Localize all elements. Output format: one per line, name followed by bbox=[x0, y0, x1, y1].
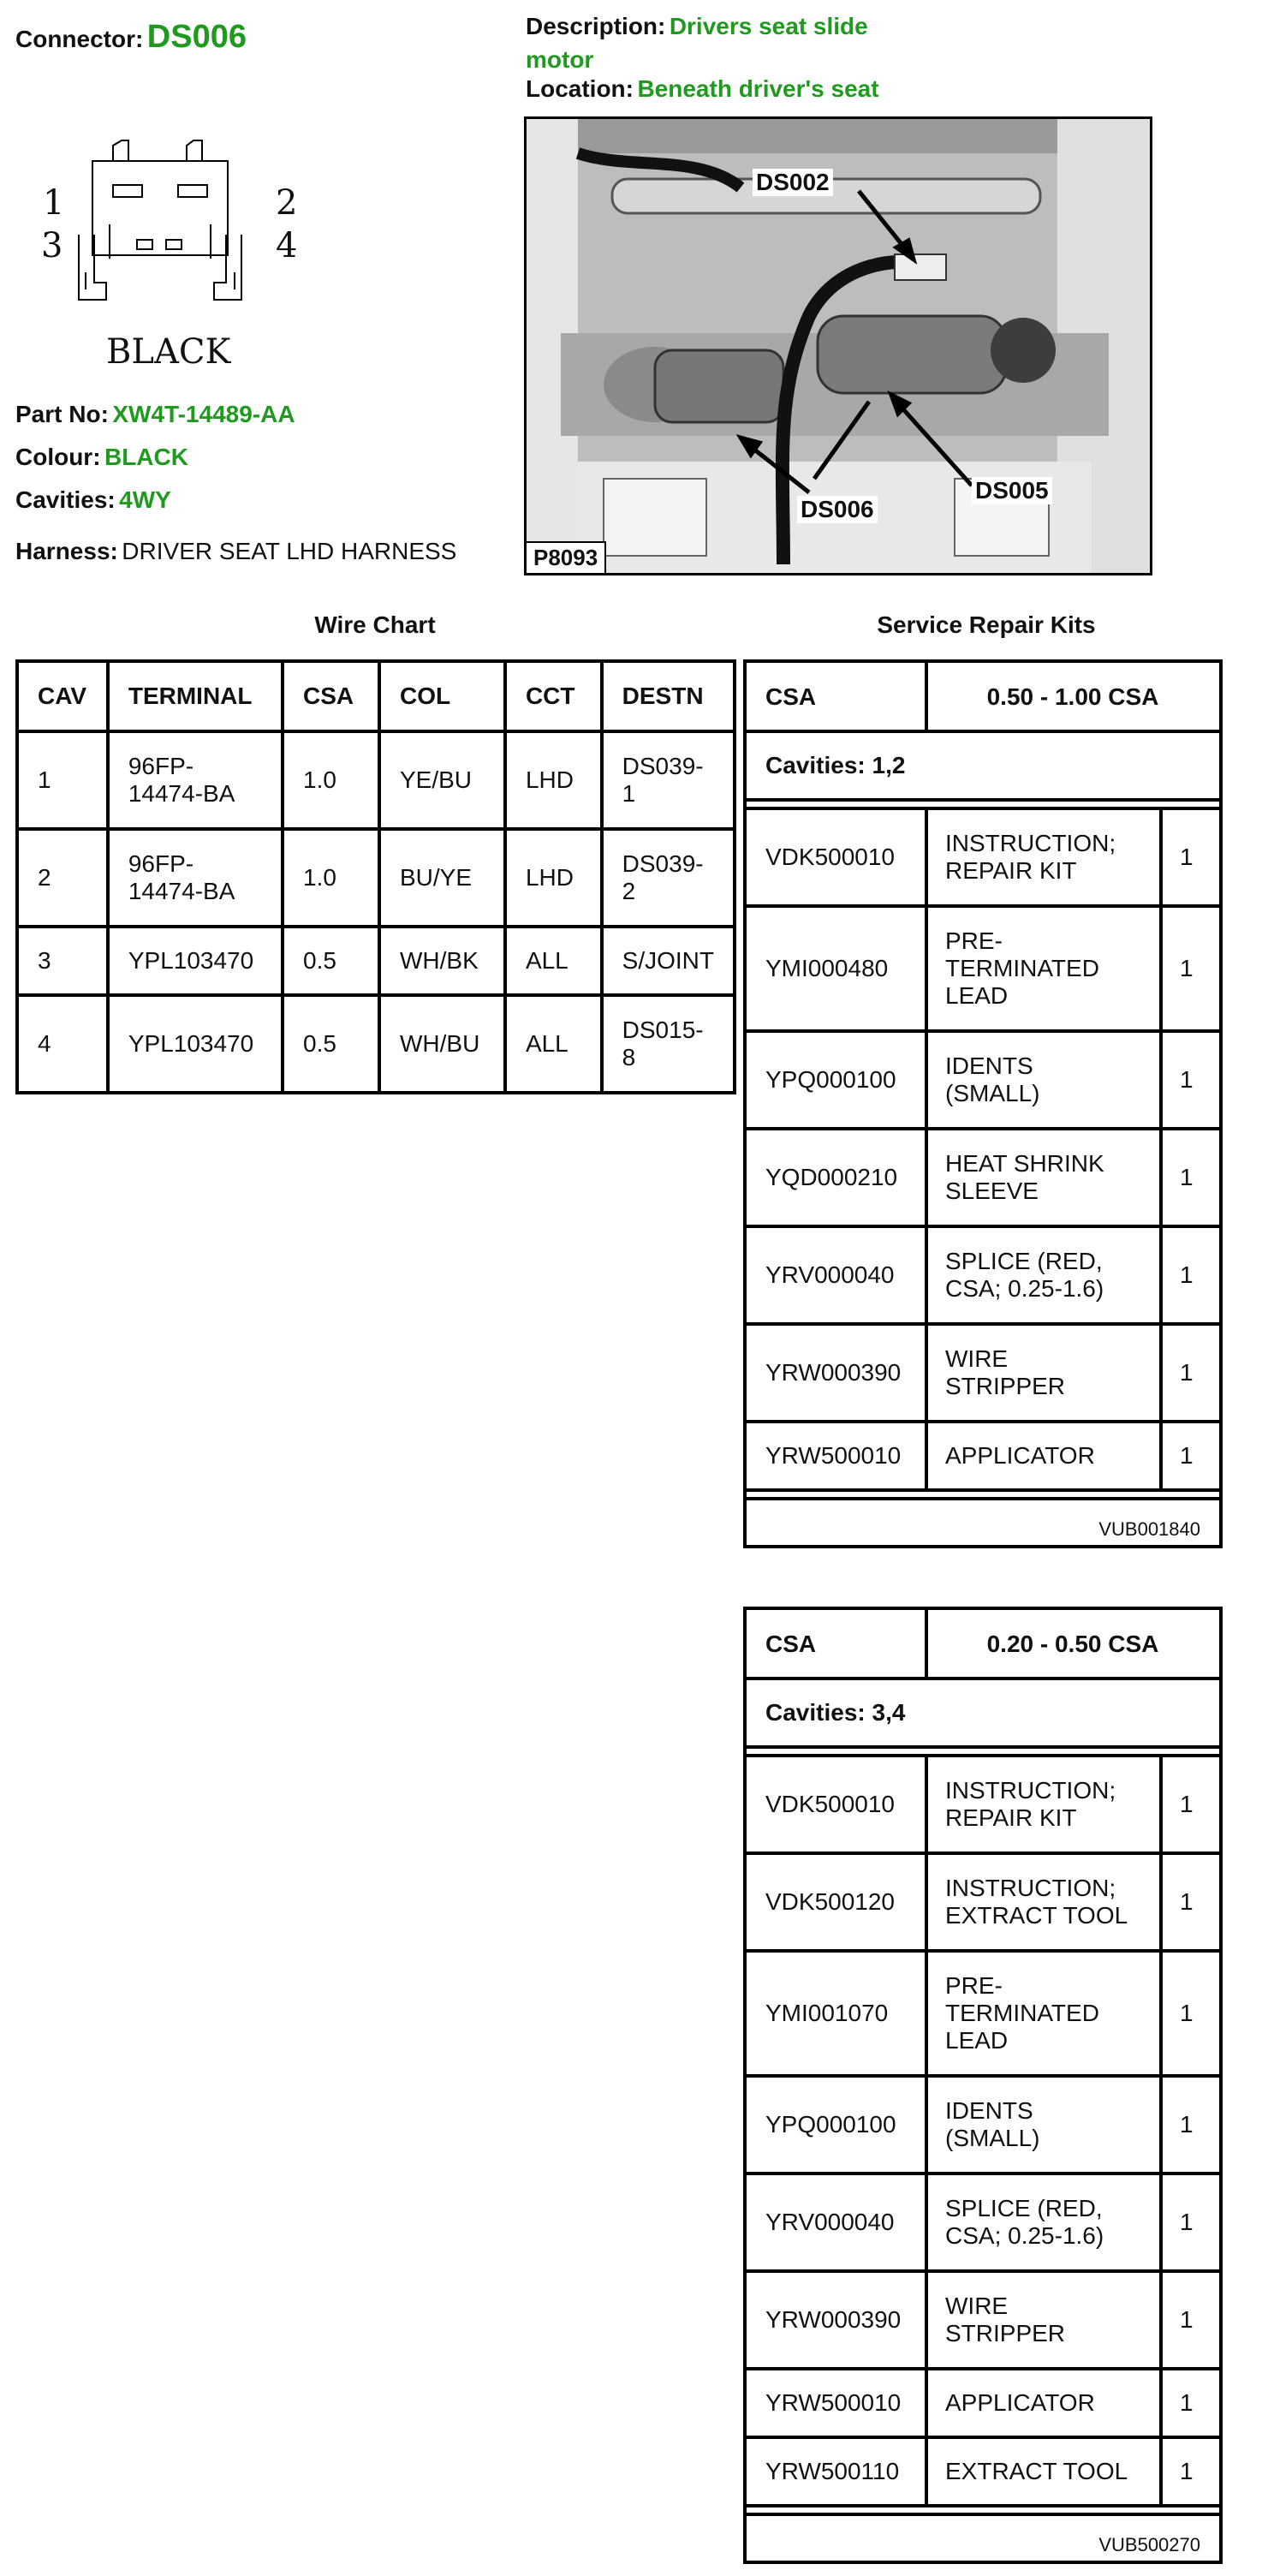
wire-chart-title: Wire Chart bbox=[314, 611, 436, 638]
divider bbox=[1159, 2437, 1163, 2506]
description-value-2: motor bbox=[526, 46, 594, 73]
description-label: Description: bbox=[526, 13, 666, 39]
csa-cell: 0.5 bbox=[283, 927, 379, 995]
kit-csa-label: CSA bbox=[765, 1631, 817, 1657]
divider bbox=[1159, 2369, 1163, 2437]
divider bbox=[925, 1951, 928, 2076]
col-csa: CSA bbox=[283, 661, 379, 731]
kit-reference: VUB001840 bbox=[1098, 1518, 1200, 1540]
divider bbox=[1159, 1129, 1163, 1226]
csa-cell: 1.0 bbox=[283, 731, 379, 829]
divider bbox=[925, 1853, 928, 1951]
cavities-line bbox=[15, 486, 171, 514]
divider bbox=[1159, 808, 1163, 906]
cav-cell: 1 bbox=[17, 731, 108, 829]
col-cell: YE/BU bbox=[379, 731, 505, 829]
cav-cell: 3 bbox=[17, 927, 108, 995]
kit-part-quantity: 1 bbox=[1180, 2209, 1194, 2235]
kit-part-quantity: 1 bbox=[1180, 1164, 1194, 1190]
divider bbox=[925, 2271, 928, 2369]
pinout-colour-label: BLACK bbox=[106, 332, 231, 372]
kit-part-number: YRV000040 bbox=[765, 2209, 895, 2235]
harness-value: DRIVER SEAT LHD HARNESS bbox=[122, 538, 457, 564]
divider bbox=[925, 1226, 928, 1324]
divider bbox=[925, 2076, 928, 2174]
pin-label-1: 1 bbox=[43, 183, 65, 223]
kit-part-number: YRW500110 bbox=[765, 2458, 900, 2484]
kit-part-description: HEAT SHRINK SLEEVE bbox=[945, 1150, 1104, 1204]
photo-reference: P8093 bbox=[527, 541, 606, 573]
csa-cell: 1.0 bbox=[283, 829, 379, 927]
location-line bbox=[526, 75, 879, 103]
kit-part-description: SPLICE (RED, CSA; 0.25-1.6) bbox=[945, 2195, 1104, 2249]
destn-cell: DS015- 8 bbox=[602, 995, 735, 1093]
kit-part-number: YRW500010 bbox=[765, 2389, 902, 2416]
divider bbox=[747, 1745, 1219, 1749]
repair-kit-table-1 bbox=[743, 659, 1223, 1548]
col-cell: WH/BU bbox=[379, 995, 505, 1093]
divider bbox=[925, 906, 928, 1031]
kit-part-number: YRW000390 bbox=[765, 1359, 902, 1386]
terminal-cell: YPL103470 bbox=[108, 927, 283, 995]
col-cell: BU/YE bbox=[379, 829, 505, 927]
kit-part-description: INSTRUCTION; EXTRACT TOOL bbox=[945, 1875, 1128, 1929]
divider bbox=[925, 2174, 928, 2271]
kit-part-number: YRW000390 bbox=[765, 2306, 902, 2333]
service-repair-kits-title: Service Repair Kits bbox=[877, 611, 1096, 638]
terminal-cell: 96FP- 14474-BA bbox=[108, 731, 283, 829]
kit-part-description: PRE- TERMINATED LEAD bbox=[945, 927, 1099, 1009]
destn-cell: DS039- 2 bbox=[602, 829, 735, 927]
cavities-value: 4WY bbox=[119, 486, 171, 513]
kit-part-quantity: 1 bbox=[1180, 1261, 1194, 1288]
location-label: Location: bbox=[526, 75, 634, 102]
divider bbox=[1159, 1226, 1163, 1324]
col-terminal: TERMINAL bbox=[108, 661, 283, 731]
description-block bbox=[526, 12, 1005, 79]
divider bbox=[1159, 1951, 1163, 2076]
kit-part-number: YPQ000100 bbox=[765, 1066, 896, 1093]
kit-part-description: IDENTS (SMALL) bbox=[945, 1052, 1040, 1106]
harness-line bbox=[15, 538, 456, 565]
kit-part-number: VDK500010 bbox=[765, 1791, 896, 1817]
location-photo bbox=[524, 116, 1152, 575]
divider bbox=[925, 1031, 928, 1129]
kit-part-description: SPLICE (RED, CSA; 0.25-1.6) bbox=[945, 1248, 1104, 1302]
kit-part-description: EXTRACT TOOL bbox=[945, 2458, 1128, 2484]
connector-id: DS006 bbox=[146, 19, 247, 55]
kit-part-description: INSTRUCTION; REPAIR KIT bbox=[945, 830, 1116, 884]
kit-part-quantity: 1 bbox=[1180, 955, 1194, 981]
kit-part-quantity: 1 bbox=[1180, 2389, 1194, 2416]
table-row bbox=[17, 995, 735, 1093]
col-cav: CAV bbox=[17, 661, 108, 731]
cavities-label: Cavities: bbox=[15, 486, 116, 513]
connector-line bbox=[15, 19, 247, 56]
col-destn: DESTN bbox=[602, 661, 735, 731]
divider bbox=[925, 2369, 928, 2437]
kit-part-number: YMI001070 bbox=[765, 2000, 889, 2026]
destn-cell: DS039- 1 bbox=[602, 731, 735, 829]
location-value: Beneath driver's seat bbox=[637, 75, 879, 102]
divider bbox=[925, 808, 928, 906]
col-cct: CCT bbox=[505, 661, 602, 731]
kit-part-quantity: 1 bbox=[1180, 2458, 1194, 2484]
divider bbox=[1159, 1756, 1163, 1853]
divider bbox=[925, 1324, 928, 1422]
divider bbox=[925, 663, 928, 731]
kit-part-number: YPQ000100 bbox=[765, 2111, 896, 2138]
kit-part-description: WIRE STRIPPER bbox=[945, 1345, 1066, 1399]
pin-label-3: 3 bbox=[41, 226, 63, 265]
csa-cell: 0.5 bbox=[283, 995, 379, 1093]
description-value-1: Drivers seat slide bbox=[669, 13, 868, 39]
connector-label: Connector: bbox=[15, 26, 144, 52]
kit-part-quantity: 1 bbox=[1180, 2000, 1194, 2026]
divider bbox=[747, 2504, 1219, 2507]
divider bbox=[1159, 2076, 1163, 2174]
kit-reference: VUB500270 bbox=[1098, 2534, 1200, 2555]
cct-cell: LHD bbox=[505, 731, 602, 829]
kit-part-quantity: 1 bbox=[1180, 2111, 1194, 2138]
colour-line bbox=[15, 444, 188, 471]
pin-label-2: 2 bbox=[276, 183, 298, 223]
kit-part-quantity: 1 bbox=[1180, 1791, 1194, 1817]
kit-part-description: WIRE STRIPPER bbox=[945, 2293, 1066, 2346]
kit-csa-value: 0.20 - 0.50 CSA bbox=[986, 1631, 1159, 1657]
col-col: COL bbox=[379, 661, 505, 731]
kit-part-description: APPLICATOR bbox=[945, 2389, 1095, 2416]
kit-part-quantity: 1 bbox=[1180, 1442, 1194, 1469]
kit-part-quantity: 1 bbox=[1180, 844, 1194, 870]
harness-label: Harness: bbox=[15, 538, 118, 564]
cav-cell: 2 bbox=[17, 829, 108, 927]
cct-cell: ALL bbox=[505, 995, 602, 1093]
divider bbox=[1159, 906, 1163, 1031]
kit-part-quantity: 1 bbox=[1180, 2306, 1194, 2333]
terminal-cell: YPL103470 bbox=[108, 995, 283, 1093]
kit-part-description: IDENTS (SMALL) bbox=[945, 2097, 1040, 2151]
kit-part-description: PRE- TERMINATED LEAD bbox=[945, 1972, 1099, 2054]
divider bbox=[925, 2437, 928, 2506]
colour-label: Colour: bbox=[15, 444, 101, 470]
divider bbox=[1159, 1324, 1163, 1422]
part-no-label: Part No: bbox=[15, 401, 109, 427]
kit-part-number: VDK500010 bbox=[765, 844, 896, 870]
divider bbox=[1159, 2271, 1163, 2369]
divider bbox=[1159, 1422, 1163, 1490]
kit-part-quantity: 1 bbox=[1180, 1888, 1194, 1915]
divider bbox=[1159, 1853, 1163, 1951]
cct-cell: ALL bbox=[505, 927, 602, 995]
divider bbox=[925, 1756, 928, 1853]
kit-part-number: YMI000480 bbox=[765, 955, 889, 981]
kit-part-number: YRW500010 bbox=[765, 1442, 902, 1469]
destn-cell: S/JOINT bbox=[602, 927, 735, 995]
kit-cavities: Cavities: 3,4 bbox=[765, 1699, 906, 1726]
colour-value: BLACK bbox=[104, 444, 188, 470]
part-no-value: XW4T-14489-AA bbox=[112, 401, 295, 427]
wire-chart-header-row bbox=[17, 661, 735, 731]
table-row bbox=[17, 927, 735, 995]
pin-label-4: 4 bbox=[276, 226, 298, 265]
kit-part-quantity: 1 bbox=[1180, 1066, 1194, 1093]
callout-ds006: DS006 bbox=[797, 496, 878, 523]
kit-part-number: YQD000210 bbox=[765, 1164, 898, 1190]
divider bbox=[925, 1129, 928, 1226]
table-row bbox=[17, 829, 735, 927]
kit-csa-label: CSA bbox=[765, 683, 817, 710]
divider bbox=[925, 1610, 928, 1679]
kit-part-description: APPLICATOR bbox=[945, 1442, 1095, 1469]
kit-part-quantity: 1 bbox=[1180, 1359, 1194, 1386]
cct-cell: LHD bbox=[505, 829, 602, 927]
cav-cell: 4 bbox=[17, 995, 108, 1093]
divider bbox=[925, 1422, 928, 1490]
table-row bbox=[17, 731, 735, 829]
kit-part-description: INSTRUCTION; REPAIR KIT bbox=[945, 1777, 1116, 1831]
kit-csa-value: 0.50 - 1.00 CSA bbox=[986, 683, 1159, 710]
divider bbox=[1159, 1031, 1163, 1129]
kit-part-number: VDK500120 bbox=[765, 1888, 896, 1915]
terminal-cell: 96FP- 14474-BA bbox=[108, 829, 283, 927]
callout-ds002: DS002 bbox=[753, 169, 833, 196]
divider bbox=[1159, 2174, 1163, 2271]
col-cell: WH/BK bbox=[379, 927, 505, 995]
wire-chart-table bbox=[15, 659, 736, 1094]
repair-kit-table-2 bbox=[743, 1607, 1223, 2564]
kit-part-number: YRV000040 bbox=[765, 1261, 895, 1288]
kit-cavities: Cavities: 1,2 bbox=[765, 752, 906, 778]
callout-ds005: DS005 bbox=[972, 477, 1052, 504]
part-no-line bbox=[15, 401, 295, 428]
divider bbox=[747, 798, 1219, 802]
divider bbox=[747, 1488, 1219, 1492]
